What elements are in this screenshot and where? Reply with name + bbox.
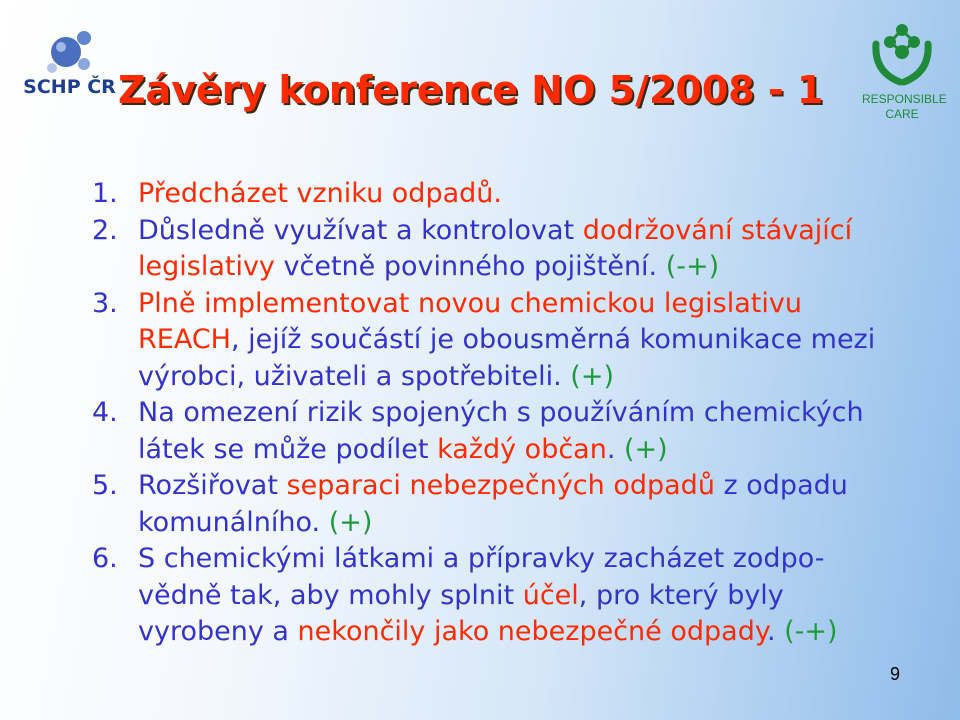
text-segment: (-+) — [665, 251, 720, 282]
text-segment: Na omezení rizik spojených s používáním chemických látek se může podílet — [138, 397, 864, 465]
text-segment: z odpadu komunálního. — [138, 470, 848, 538]
text-segment: nekončily jako nebezpečné odpady — [297, 616, 767, 647]
hands-molecule-icon — [870, 20, 934, 86]
list-item-text — [138, 541, 882, 651]
schp-logo — [22, 28, 117, 108]
text-segment: separaci nebezpečných odpadů — [286, 470, 715, 501]
text-segment: . — [766, 616, 785, 647]
text-segment: , jejíž součástí je obousměrná komunikace mezi výrobci, uživateli a spotřebiteli. — [138, 324, 876, 392]
conclusions-list — [92, 176, 882, 651]
list-item — [92, 468, 882, 541]
slide-title: Závěry konference NO 5/2008 - 1 — [118, 68, 824, 112]
list-item-number: 5. — [92, 470, 118, 501]
list-item — [92, 395, 882, 468]
page-number: 9 — [890, 664, 901, 684]
text-segment: každý občan — [437, 433, 607, 465]
text-segment: Důsledně využívat a kontrolovat — [138, 214, 583, 246]
list-item — [92, 213, 882, 286]
list-item-text — [138, 468, 882, 541]
responsible-care-line1: RESPONSIBLE — [862, 92, 947, 106]
list-item-text — [138, 395, 882, 468]
text-segment: (-+) — [784, 616, 838, 647]
text-segment: . — [606, 433, 625, 465]
text-segment: včetně povinného pojištění. — [274, 251, 666, 282]
list-item-text — [138, 176, 882, 213]
list-item-number: 2. — [92, 214, 118, 246]
text-segment: dodržování stávající legislativy — [138, 214, 853, 282]
responsible-care-line2: CARE — [885, 107, 919, 121]
list-item-text — [138, 286, 882, 396]
text-segment: Předcházet vzniku odpadů. — [138, 178, 502, 209]
responsible-care-logo — [862, 20, 947, 125]
text-segment: S chemickými látkami a přípravky zacházet zodpo-vědně tak, aby mohly splnit — [138, 543, 825, 611]
text-segment: Rozšiřovat — [138, 470, 287, 501]
text-segment: (+) — [624, 433, 668, 465]
list-item-number: 6. — [92, 543, 118, 574]
text-segment: , pro který byly vyrobeny a — [138, 579, 784, 647]
molecule-icon — [44, 28, 94, 76]
list-item — [92, 176, 882, 213]
list-item-number: 3. — [92, 287, 118, 319]
list-item-text — [138, 213, 882, 286]
schp-logo-text: SCHP ČR — [23, 76, 116, 98]
list-item-number: 1. — [92, 178, 118, 209]
list-item — [92, 541, 882, 651]
text-segment: (+) — [570, 360, 614, 392]
list-item — [92, 286, 882, 396]
text-segment: Plně implementovat novou chemickou legislativu — [138, 287, 802, 319]
text-segment: REACH — [138, 324, 231, 355]
list-item-number: 4. — [92, 397, 118, 428]
text-segment: (+) — [328, 506, 373, 538]
text-segment: účel — [522, 579, 579, 611]
